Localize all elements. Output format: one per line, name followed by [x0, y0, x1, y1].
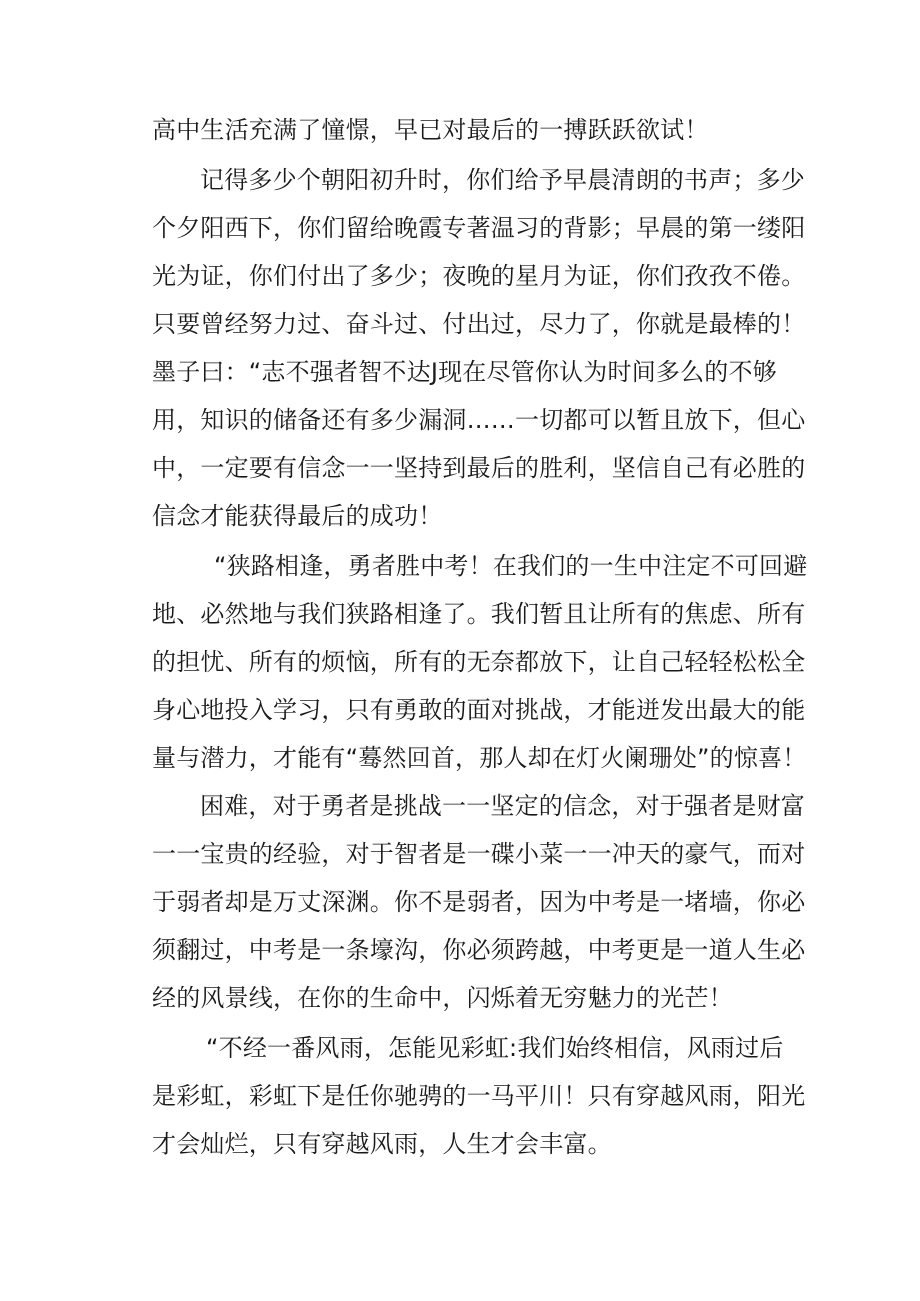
paragraph-start-line: “不经一番风雨，怎能见彩虹:我们始终相信，风雨过后 [206, 1034, 784, 1062]
text-line: 是彩虹，彩虹下是任你驰骋的一马平川！只有穿越风雨，阳光 [152, 1082, 806, 1110]
paragraph-start-line: 困难，对于勇者是挑战一一坚定的信念，对于强者是财富 [200, 792, 805, 820]
text-line: 地、必然地与我们狭路相逢了。我们暂且让所有的焦虑、所有 [152, 600, 806, 628]
text-line: 一一宝贵的经验，对于智者是一碟小菜一一冲天的豪气，而对 [152, 840, 806, 868]
text-line: 中，一定要有信念一一坚持到最后的胜利，坚信自己有必胜的 [152, 454, 806, 482]
text-line: 才会灿烂，只有穿越风雨，人生才会丰富。 [152, 1130, 612, 1158]
text-line: 于弱者却是万丈深渊。你不是弱者，因为中考是一堵墙，你必 [152, 888, 806, 916]
text-line: 经的风景线，在你的生命中，闪烁着无穷魅力的光芒！ [152, 984, 733, 1012]
paragraph-start-line: 记得多少个朝阳初升时，你们给予早晨清朗的书声；多少 [200, 166, 805, 194]
text-line: 只要曾经努力过、奋斗过、付出过，尽力了，你就是最棒的！ [152, 310, 806, 338]
text-line: 量与潜力，才能有“蓦然回首，那人却在灯火阑珊处”的惊喜！ [152, 744, 807, 772]
text-line: 的担忧、所有的烦恼，所有的无奈都放下，让自己轻轻松松全 [152, 648, 806, 676]
text-line: 身心地投入学习，只有勇敢的面对挑战，才能迸发出最大的能 [152, 696, 806, 724]
text-line: 个夕阳西下，你们留给晚霞专著温习的背影；早晨的第一缕阳 [152, 214, 806, 242]
text-line: 须翻过，中考是一条壕沟，你必须跨越，中考更是一道人生必 [152, 936, 806, 964]
text-line: 光为证，你们付出了多少；夜晚的星月为证，你们孜孜不倦。 [152, 262, 806, 290]
text-line: 高中生活充满了憧憬，早已对最后的一搏跃跃欲试！ [152, 116, 709, 144]
paragraph-start-line: “狭路相逢，勇者胜中考！在我们的一生中注定不可回避 [214, 552, 808, 580]
text-line: 墨子曰：“志不强者智不达J现在尽管你认为时间多么的不够 [152, 358, 777, 386]
text-line: 用，知识的储备还有多少漏洞……一切都可以暂且放下，但心 [152, 406, 806, 434]
text-line: 信念才能获得最后的成功！ [152, 502, 443, 530]
